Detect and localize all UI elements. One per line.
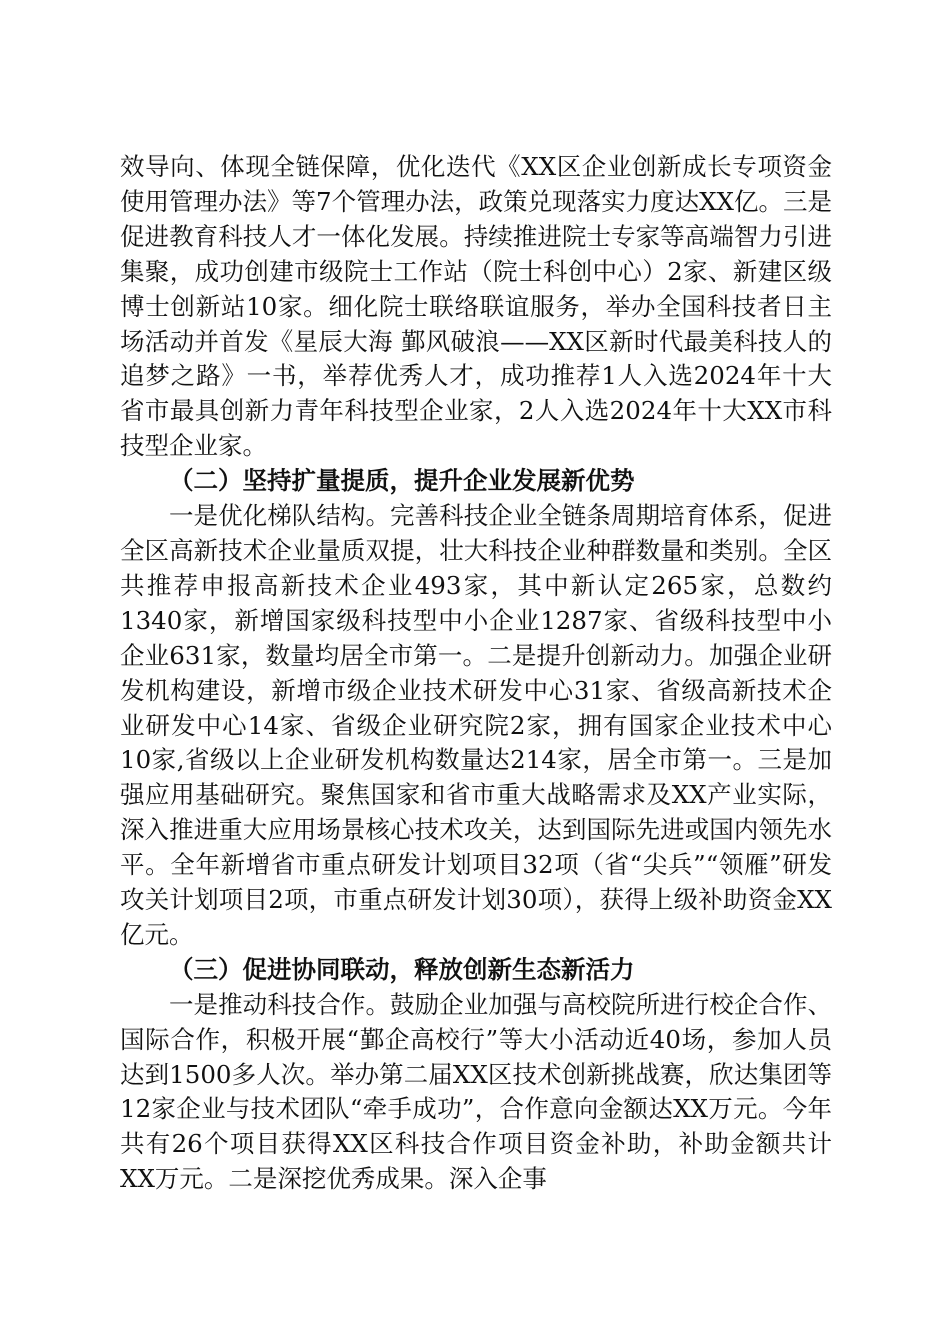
- document-body: [120, 150, 832, 1197]
- body-paragraph-3: 一是推动科技合作。鼓励企业加强与高校院所进行校企合作、国际合作，积极开展“鄞企高校行”等大小活动近40场，参加人员达到1500多人次。举办第二届XX区技术创新挑战赛，欣达集团等12家企业与技术团队“牵手成功”，合作意向金额达XX万元。今年共有26个项目获得XX区科技合作项目资金补助，补助金额共计XX万元。二是深挖优秀成果。深入企事: [120, 989, 832, 1194]
- section-heading-3: （三）促进协同联动，释放创新生态新活力: [169, 954, 635, 984]
- body-paragraph-2: 一是优化梯队结构。完善科技企业全链条周期培育体系，促进全区高新技术企业量质双提，壮大科技企业种群数量和类别。全区共推荐申报高新技术企业493家，其中新认定265家，总数约1340家，新增国家级科技型中小企业1287家、省级科技型中小企业631家，数量均居全市第一。二是提升创新动力。加强企业研发机构建设，新增市级企业技术研发中心31家、省级高新技术企业研发中心14家、省级企业研究院2家，拥有国家企业技术中心10家,省级以上企业研发机构数量达214家，居全市第一。三是加强应用基础研究。聚焦国家和省市重大战略需求及XX产业实际，深入推进重大应用场景核心技术攻关，达到国际先进或国内领先水平。全年新增省市重点研发计划项目32项（省“尖兵”“领雁”研发攻关计划项目2项，市重点研发计划30项），获得上级补助资金XX亿元。: [120, 501, 832, 949]
- section-heading-2: （二）坚持扩量提质，提升企业发展新优势: [169, 466, 635, 496]
- continuation-paragraph: 效导向、体现全链保障，优化迭代《XX区企业创新成长专项资金使用管理办法》等7个管理办法，政策兑现落实力度达XX亿。三是促进教育科技人才一体化发展。持续推进院士专家等高端智力引进集聚，成功创建市级院士工作站（院士科创中心）2家、新建区级博士创新站10家。细化院士联络联谊服务，举办全国科技者日主场活动并首发《星辰大海 鄞风破浪——XX区新时代最美科技人的追梦之路》一书，举荐优秀人才，成功推荐1人入选2024年十大省市最具创新力青年科技型企业家，2人入选2024年十大XX市科技型企业家。: [120, 152, 832, 461]
